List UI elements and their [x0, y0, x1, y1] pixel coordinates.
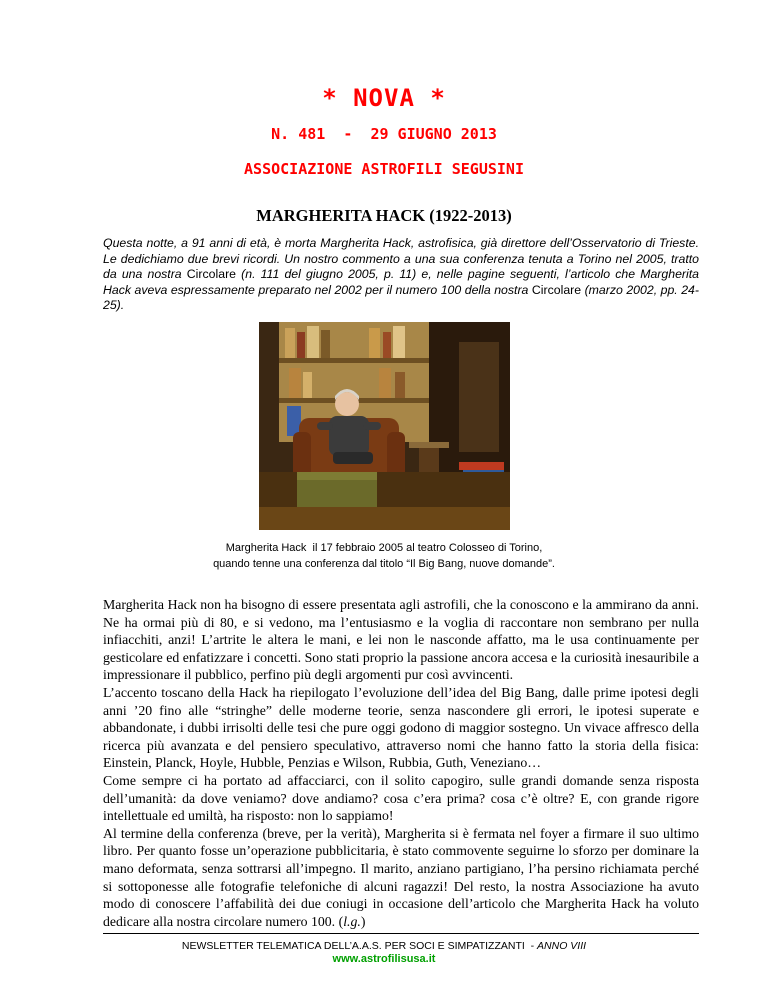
caption-line-1: Margherita Hack il 17 febbraio 2005 al teatro Colosseo di Torino, [225, 542, 543, 554]
article-body [103, 596, 699, 930]
body-paragraph-2: L’accento toscano della Hack ha riepilogato l’evoluzione dell’idea del Big Bang, dalle prime ipotesi degli anni ’20 fino alle “stringhe” delle moderne teorie, senza nascondere gli errori, le ipotesi superate e abbandonate, i dubbi irrisolti delle tesi che pure oggi godono di maggior sostegno. Un vivace affresco della ricerca più avanzata e del pensiero speculativo, attraverso nomi che hanno fatto la storia della fisica: Einstein, Planck, Hoyle, Hubble, Penzias e Wilson, Rubbia, Guth, Veneziano… [103, 684, 699, 771]
article-photo [259, 322, 510, 530]
newsletter-title: * NOVA * [322, 84, 446, 112]
footer-website-link[interactable]: www.astrofilisusa.it [332, 953, 436, 965]
photo-illustration [259, 322, 510, 530]
issue-number-date: N. 481 - 29 GIUGNO 2013 [271, 125, 497, 143]
caption-line-2: quando tenne una conferenza dal titolo “Il Big Bang, nuove domande”. [213, 558, 555, 570]
photo-caption [0, 540, 768, 572]
intro-text-2: (n. 111 del giugno 2005, p. 11) e, nelle pagine seguenti, l’articolo che Margherita Hack aveva espressamente preparato nel 2002 per il numero 100 della nostra [103, 267, 700, 297]
article-intro [103, 236, 699, 314]
footer-newsletter-line [0, 940, 768, 952]
intro-circolare-1: Circolare [186, 267, 236, 282]
intro-text-3: (marzo 2002, pp. 24-25). [103, 282, 699, 313]
footer-year: ANNO VIII [537, 940, 587, 952]
body-paragraph-3: Come sempre ci ha portato ad affacciarci, con il solito capogiro, sulle grandi domande senza risposta dell’umanità: da dove veniamo? dove andiamo? cosa c’era prima? cosa c’è oltre? E, con grande rigore intellettuale ed umiltà, ha risposto: non lo sappiamo! [103, 772, 699, 824]
footer-newsletter-text: NEWSLETTER TELEMATICA DELL’A.A.S. PER SOCI E SIMPATIZZANTI - [181, 940, 538, 952]
author-signature: l.g. [343, 913, 361, 929]
intro-circolare-2: Circolare [531, 282, 582, 297]
body-paragraph-4-end: ) [360, 913, 366, 929]
footer-divider [103, 933, 699, 934]
intro-text-1: Questa notte, a 91 anni di età, è morta Margherita Hack, astrofisica, già direttore dell’Osservatorio di Trieste. Le dedichiamo due brevi ricordi. Un nostro commento a una sua conferenza tenuta a Torino nel 2005, tratto da una nostra [103, 236, 699, 282]
body-paragraph-4 [103, 825, 699, 931]
association-name: ASSOCIAZIONE ASTROFILI SEGUSINI [244, 160, 524, 178]
body-paragraph-4-text: Al termine della conferenza (breve, per la verità), Margherita si è fermata nel foyer a firmare il suo ultimo libro. Per quanto fosse un’operazione pubblicitaria, è stato commovente seguirne lo sforzo per dominare la mano deformata, senza sottrarsi all’impegno. Il marito, anziano partigiano, l’ha persino richiamata perché si sottoponesse alle fotografie telefoniche di alcuni ragazzi! Del resto, la nostra Associazione ha avuto modo di conoscere l’affabilità dei due coniugi in occasione dell’articolo che Margherita Hack ha voluto dedicare alla nostra circolare numero 100. ( [103, 825, 699, 929]
article-title: MARGHERITA HACK (1922-2013) [256, 206, 512, 225]
body-paragraph-1: Margherita Hack non ha bisogno di essere presentata agli astrofili, che la conoscono e la ammirano da anni. Ne ha ormai più di 80, e si vedono, ma l’entusiasmo e la voglia di raccontare non sembrano per nulla infiacchiti, anzi! L’artrite le altera le mani, e lei non le nasconde affatto, ma le usa continuamente per gesticolare ed enfatizzare i concetti. Sono stati proprio la passione ancora accesa e la curiosità inesauribile a impressionare il pubblico, perfino più degli argomenti pur così avvincenti. [103, 597, 699, 683]
